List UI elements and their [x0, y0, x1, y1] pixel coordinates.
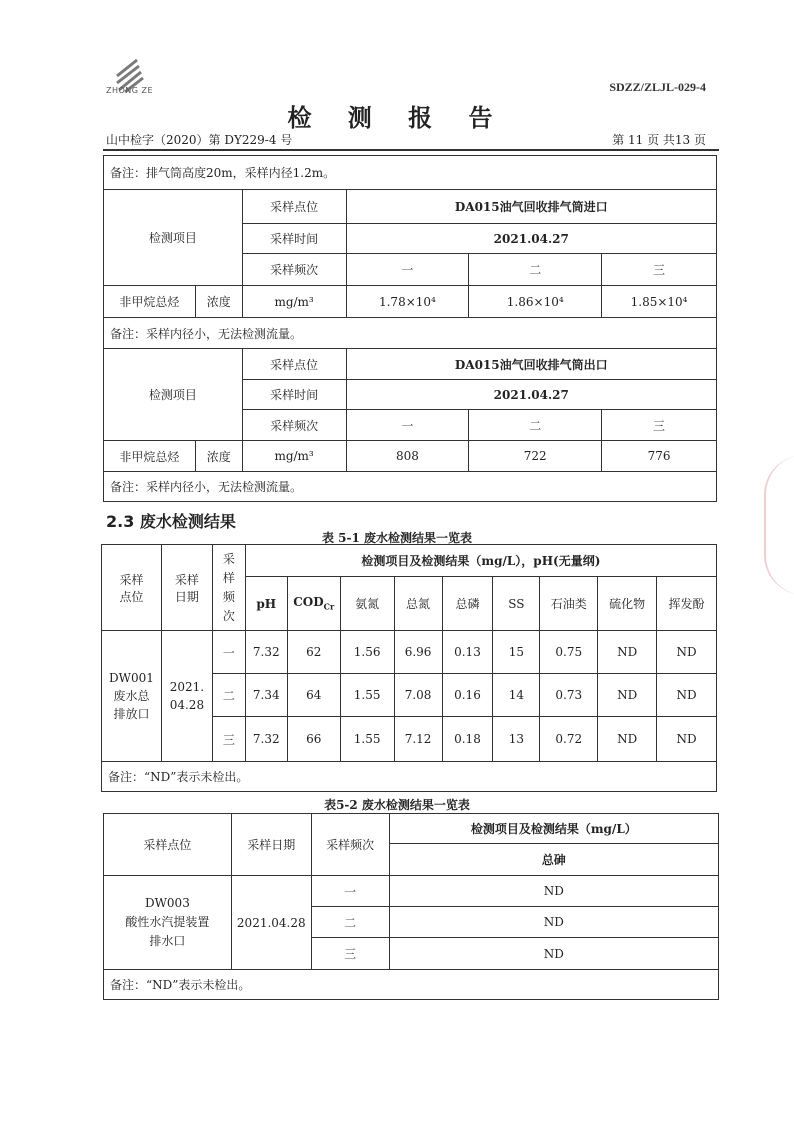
data-cell: 14 [493, 674, 540, 717]
header-rule [103, 149, 719, 151]
data-cell: 7.32 [245, 631, 287, 674]
exhaust-gas-table [103, 155, 717, 502]
table-note: 备注：“ND”表示未检出。 [104, 970, 719, 1000]
table-note: 备注：“ND”表示未检出。 [102, 762, 717, 792]
data-cell: 0.18 [442, 717, 493, 762]
data-cell: 7.32 [245, 717, 287, 762]
value-cell: 808 [346, 441, 469, 472]
item-header: 检测项目 [104, 349, 243, 441]
col-ss: SS [493, 577, 540, 631]
data-cell: 1.56 [340, 631, 394, 674]
parameter-name: 非甲烷总烃 [104, 441, 196, 472]
col-sulfide: 硫化物 [598, 577, 657, 631]
sampling-point-value: DA015油气回收排气筒出口 [346, 349, 716, 380]
frequency-2: 二 [469, 410, 602, 441]
header-test-items: 检测项目及检测结果（mg/L），pH(无量纲) [245, 545, 716, 577]
data-cell: 0.72 [540, 717, 598, 762]
logo-text: ZHONG ZE [106, 86, 154, 95]
data-cell: ND [389, 938, 718, 970]
section-heading: 2.3 废水检测结果 [106, 512, 236, 531]
page-number: 第 11 页 共13 页 [612, 133, 706, 147]
data-cell: ND [657, 674, 717, 717]
sampling-point-value: DW001 废水总 排放口 [102, 631, 162, 762]
frequency-1: 一 [346, 410, 469, 441]
sampling-date-value: 2021. 04.28 [161, 631, 212, 762]
data-cell: 13 [493, 717, 540, 762]
data-cell: 1.55 [340, 717, 394, 762]
frequency-cell: 三 [311, 938, 389, 970]
concentration-label: 浓度 [195, 441, 242, 472]
data-cell: 1.55 [340, 674, 394, 717]
header-frequency: 采 样 频 次 [212, 545, 245, 631]
data-cell: ND [598, 674, 657, 717]
data-cell: ND [657, 631, 717, 674]
col-total-arsenic: 总砷 [389, 844, 718, 876]
sampling-time-value: 2021.04.27 [346, 380, 716, 410]
value-cell: 1.78×10⁴ [346, 286, 469, 318]
sampling-point-label: 采样点位 [242, 349, 346, 380]
col-ph: pH [245, 577, 287, 631]
item-header: 检测项目 [104, 190, 243, 286]
data-cell: 0.13 [442, 631, 493, 674]
data-cell: ND [598, 631, 657, 674]
frequency-cell: 二 [212, 674, 245, 717]
table-caption: 表5-2 废水检测结果一览表 [324, 798, 470, 812]
col-total-nitrogen: 总氮 [394, 577, 442, 631]
header-sampling-point: 采样 点位 [102, 545, 162, 631]
seal-stamp-edge [764, 455, 794, 595]
col-total-phosphorus: 总磷 [442, 577, 493, 631]
value-cell: 776 [602, 441, 717, 472]
col-petroleum: 石油类 [540, 577, 598, 631]
frequency-label: 采样频次 [242, 254, 346, 286]
frequency-3: 三 [602, 410, 717, 441]
sampling-date-value: 2021.04.28 [231, 876, 311, 970]
frequency-2: 二 [469, 254, 602, 286]
unit-label: mg/m³ [242, 441, 346, 472]
data-cell: 0.73 [540, 674, 598, 717]
frequency-label: 采样频次 [242, 410, 346, 441]
frequency-3: 三 [602, 254, 717, 286]
header-sampling-date: 采样日期 [231, 814, 311, 876]
value-cell: 722 [469, 441, 602, 472]
wastewater-table-5-2 [103, 813, 719, 1000]
data-cell: ND [389, 907, 718, 938]
data-cell: 66 [287, 717, 340, 762]
data-cell: ND [389, 876, 718, 907]
sampling-point-value: DW003 酸性水汽提装置 排水口 [104, 876, 232, 970]
table-note: 备注：采样内径小，无法检测流量。 [104, 472, 717, 502]
wastewater-table-5-1 [101, 544, 717, 792]
stack-note: 备注：排气筒高度20m，采样内径1.2m。 [104, 156, 717, 190]
data-cell: 0.16 [442, 674, 493, 717]
data-cell: 64 [287, 674, 340, 717]
frequency-cell: 一 [311, 876, 389, 907]
header-test-items: 检测项目及检测结果（mg/L） [389, 814, 718, 844]
data-cell: 7.08 [394, 674, 442, 717]
data-cell: 7.34 [245, 674, 287, 717]
data-cell: 0.75 [540, 631, 598, 674]
sampling-point-label: 采样点位 [242, 190, 346, 224]
sampling-time-label: 采样时间 [242, 224, 346, 254]
header-frequency: 采样频次 [311, 814, 389, 876]
concentration-label: 浓度 [195, 286, 242, 318]
col-volatile-phenol: 挥发酚 [657, 577, 717, 631]
header-sampling-point: 采样点位 [104, 814, 232, 876]
document-code: SDZZ/ZLJL-029-4 [609, 80, 706, 94]
table-caption: 表 5-1 废水检测结果一览表 [321, 531, 473, 545]
data-cell: 62 [287, 631, 340, 674]
data-cell: 6.96 [394, 631, 442, 674]
col-cod: $COD_{Cr}$ [287, 577, 340, 631]
page-title: 检 测 报 告 [287, 103, 507, 132]
sampling-time-value: 2021.04.27 [346, 224, 716, 254]
value-cell: 1.85×10⁴ [602, 286, 717, 318]
frequency-cell: 三 [212, 717, 245, 762]
unit-label: mg/m³ [242, 286, 346, 318]
sampling-time-label: 采样时间 [242, 380, 346, 410]
data-cell: 7.12 [394, 717, 442, 762]
sampling-point-value: DA015油气回收排气筒进口 [346, 190, 716, 224]
header-sampling-date: 采样 日期 [161, 545, 212, 631]
data-cell: ND [657, 717, 717, 762]
report-number: 山中检字（2020）第 DY229-4 号 [106, 133, 293, 147]
frequency-cell: 二 [311, 907, 389, 938]
frequency-1: 一 [346, 254, 469, 286]
value-cell: 1.86×10⁴ [469, 286, 602, 318]
data-cell: ND [598, 717, 657, 762]
data-cell: 15 [493, 631, 540, 674]
parameter-name: 非甲烷总烃 [104, 286, 196, 318]
col-ammonia-nitrogen: 氨氮 [340, 577, 394, 631]
frequency-cell: 一 [212, 631, 245, 674]
table-note: 备注：采样内径小，无法检测流量。 [104, 318, 717, 349]
